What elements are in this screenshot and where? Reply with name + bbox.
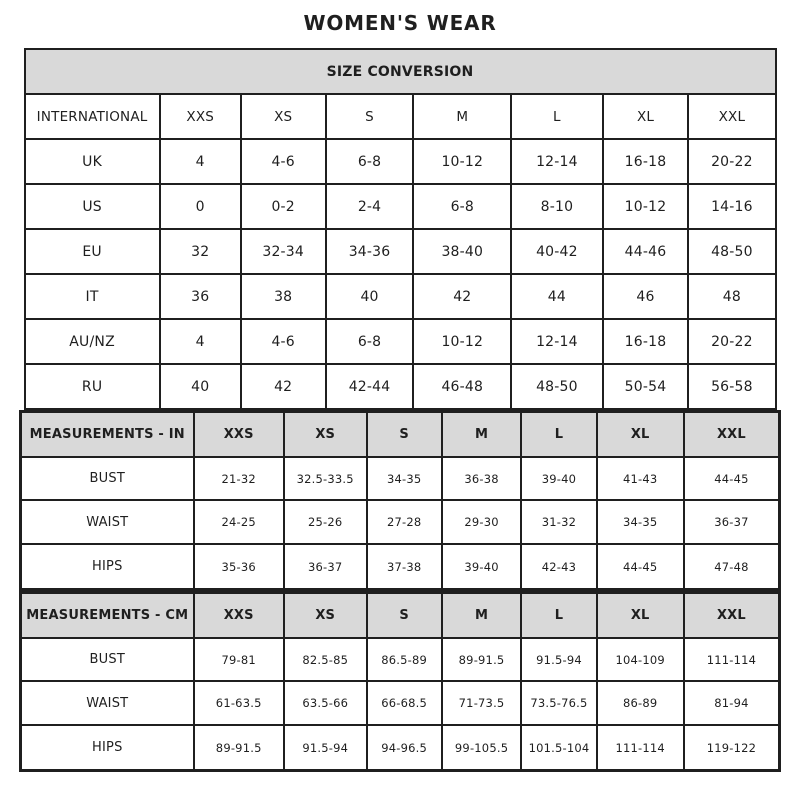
column-header-s: S	[367, 593, 442, 638]
column-header-xxl: XXL	[684, 412, 780, 457]
size-cell: 44-46	[603, 229, 689, 274]
size-cell: 31-32	[521, 500, 596, 544]
measurements-cm-table	[19, 591, 781, 772]
row-label-au-nz: AU/NZ	[25, 319, 160, 364]
size-cell: 29-30	[442, 500, 522, 544]
size-cell: 39-40	[442, 544, 522, 589]
table-row	[21, 638, 780, 682]
table-row	[21, 725, 780, 770]
column-header-l: L	[511, 94, 603, 139]
column-header-s: S	[326, 94, 414, 139]
column-header-l: L	[521, 593, 596, 638]
size-cell: 32-34	[241, 229, 326, 274]
size-cell: 40-42	[511, 229, 603, 274]
size-cell: 119-122	[684, 725, 780, 770]
size-cell: 104-109	[597, 638, 684, 682]
header-row	[21, 412, 780, 457]
size-cell: 99-105.5	[442, 725, 522, 770]
table-row	[25, 184, 776, 229]
size-cell: 42	[241, 364, 326, 409]
header-row	[25, 94, 776, 139]
size-cell: 10-12	[413, 319, 511, 364]
table-row	[21, 681, 780, 725]
size-cell: 111-114	[684, 638, 780, 682]
size-cell: 56-58	[688, 364, 775, 409]
size-cell: 34-35	[367, 457, 442, 501]
size-cell: 32	[160, 229, 241, 274]
size-cell: 36-38	[442, 457, 522, 501]
size-cell: 36	[160, 274, 241, 319]
size-cell: 10-12	[413, 139, 511, 184]
column-header-international: INTERNATIONAL	[25, 94, 160, 139]
size-cell: 94-96.5	[367, 725, 442, 770]
table-row	[21, 544, 780, 589]
column-header-xxs: XXS	[160, 94, 241, 139]
size-cell: 42-44	[326, 364, 414, 409]
column-header-xl: XL	[597, 593, 684, 638]
column-header-xs: XS	[241, 94, 326, 139]
size-cell: 39-40	[521, 457, 596, 501]
size-cell: 79-81	[194, 638, 284, 682]
size-cell: 10-12	[603, 184, 689, 229]
size-cell: 89-91.5	[442, 638, 522, 682]
column-header-measurements-cm: MEASUREMENTS - CM	[21, 593, 194, 638]
size-cell: 4	[160, 139, 241, 184]
table-row	[21, 500, 780, 544]
size-cell: 6-8	[326, 319, 414, 364]
row-label-uk: UK	[25, 139, 160, 184]
size-cell: 47-48	[684, 544, 780, 589]
size-cell: 0-2	[241, 184, 326, 229]
size-cell: 73.5-76.5	[521, 681, 596, 725]
size-conversion-table	[24, 48, 777, 410]
column-header-xs: XS	[284, 412, 367, 457]
row-label-bust: BUST	[21, 457, 194, 501]
size-cell: 4-6	[241, 319, 326, 364]
table-title-row	[25, 49, 776, 94]
size-cell: 71-73.5	[442, 681, 522, 725]
table-row	[25, 229, 776, 274]
size-cell: 14-16	[688, 184, 775, 229]
size-cell: 91.5-94	[521, 638, 596, 682]
size-cell: 48-50	[511, 364, 603, 409]
column-header-xxl: XXL	[688, 94, 775, 139]
size-cell: 63.5-66	[284, 681, 367, 725]
size-cell: 38	[241, 274, 326, 319]
size-cell: 111-114	[597, 725, 684, 770]
size-cell: 46	[603, 274, 689, 319]
row-label-bust: BUST	[21, 638, 194, 682]
size-cell: 2-4	[326, 184, 414, 229]
size-cell: 37-38	[367, 544, 442, 589]
row-label-waist: WAIST	[21, 500, 194, 544]
size-cell: 12-14	[511, 139, 603, 184]
size-cell: 27-28	[367, 500, 442, 544]
size-cell: 4	[160, 319, 241, 364]
table-row	[25, 139, 776, 184]
size-cell: 20-22	[688, 319, 775, 364]
size-cell: 91.5-94	[284, 725, 367, 770]
size-cell: 89-91.5	[194, 725, 284, 770]
size-cell: 0	[160, 184, 241, 229]
size-cell: 48	[688, 274, 775, 319]
size-cell: 41-43	[597, 457, 684, 501]
size-cell: 24-25	[194, 500, 284, 544]
table-row	[25, 274, 776, 319]
size-cell: 12-14	[511, 319, 603, 364]
size-cell: 25-26	[284, 500, 367, 544]
size-cell: 42	[413, 274, 511, 319]
page-title: WOMEN'S WEAR	[303, 11, 497, 35]
size-cell: 36-37	[684, 500, 780, 544]
size-cell: 40	[326, 274, 414, 319]
size-cell: 16-18	[603, 139, 689, 184]
table-row	[21, 457, 780, 501]
row-label-hips: HIPS	[21, 725, 194, 770]
column-header-l: L	[521, 412, 596, 457]
column-header-m: M	[413, 94, 511, 139]
header-row	[21, 593, 780, 638]
column-header-measurements-in: MEASUREMENTS - IN	[21, 412, 194, 457]
size-cell: 44-45	[597, 544, 684, 589]
column-header-xxs: XXS	[194, 593, 284, 638]
row-label-eu: EU	[25, 229, 160, 274]
size-cell: 50-54	[603, 364, 689, 409]
column-header-xs: XS	[284, 593, 367, 638]
size-cell: 20-22	[688, 139, 775, 184]
size-cell: 61-63.5	[194, 681, 284, 725]
size-cell: 40	[160, 364, 241, 409]
size-cell: 32.5-33.5	[284, 457, 367, 501]
size-cell: 36-37	[284, 544, 367, 589]
size-cell: 81-94	[684, 681, 780, 725]
size-cell: 66-68.5	[367, 681, 442, 725]
size-cell: 34-35	[597, 500, 684, 544]
column-header-xl: XL	[597, 412, 684, 457]
row-label-it: IT	[25, 274, 160, 319]
size-cell: 21-32	[194, 457, 284, 501]
row-label-us: US	[25, 184, 160, 229]
size-cell: 48-50	[688, 229, 775, 274]
row-label-waist: WAIST	[21, 681, 194, 725]
size-cell: 34-36	[326, 229, 414, 274]
size-cell: 35-36	[194, 544, 284, 589]
column-header-s: S	[367, 412, 442, 457]
size-cell: 46-48	[413, 364, 511, 409]
column-header-xxl: XXL	[684, 593, 780, 638]
size-conversion-title-cell: SIZE CONVERSION	[25, 49, 776, 94]
table-row	[25, 319, 776, 364]
size-cell: 86.5-89	[367, 638, 442, 682]
row-label-hips: HIPS	[21, 544, 194, 589]
size-cell: 86-89	[597, 681, 684, 725]
column-header-xxs: XXS	[194, 412, 284, 457]
column-header-m: M	[442, 412, 522, 457]
column-header-xl: XL	[603, 94, 689, 139]
column-header-m: M	[442, 593, 522, 638]
size-cell: 42-43	[521, 544, 596, 589]
table-row	[25, 364, 776, 409]
size-cell: 4-6	[241, 139, 326, 184]
size-cell: 16-18	[603, 319, 689, 364]
size-cell: 6-8	[326, 139, 414, 184]
size-cell: 44	[511, 274, 603, 319]
measurements-in-table	[19, 410, 781, 591]
row-label-ru: RU	[25, 364, 160, 409]
size-cell: 6-8	[413, 184, 511, 229]
size-cell: 101.5-104	[521, 725, 596, 770]
size-cell: 82.5-85	[284, 638, 367, 682]
size-cell: 8-10	[511, 184, 603, 229]
size-cell: 44-45	[684, 457, 780, 501]
size-cell: 38-40	[413, 229, 511, 274]
